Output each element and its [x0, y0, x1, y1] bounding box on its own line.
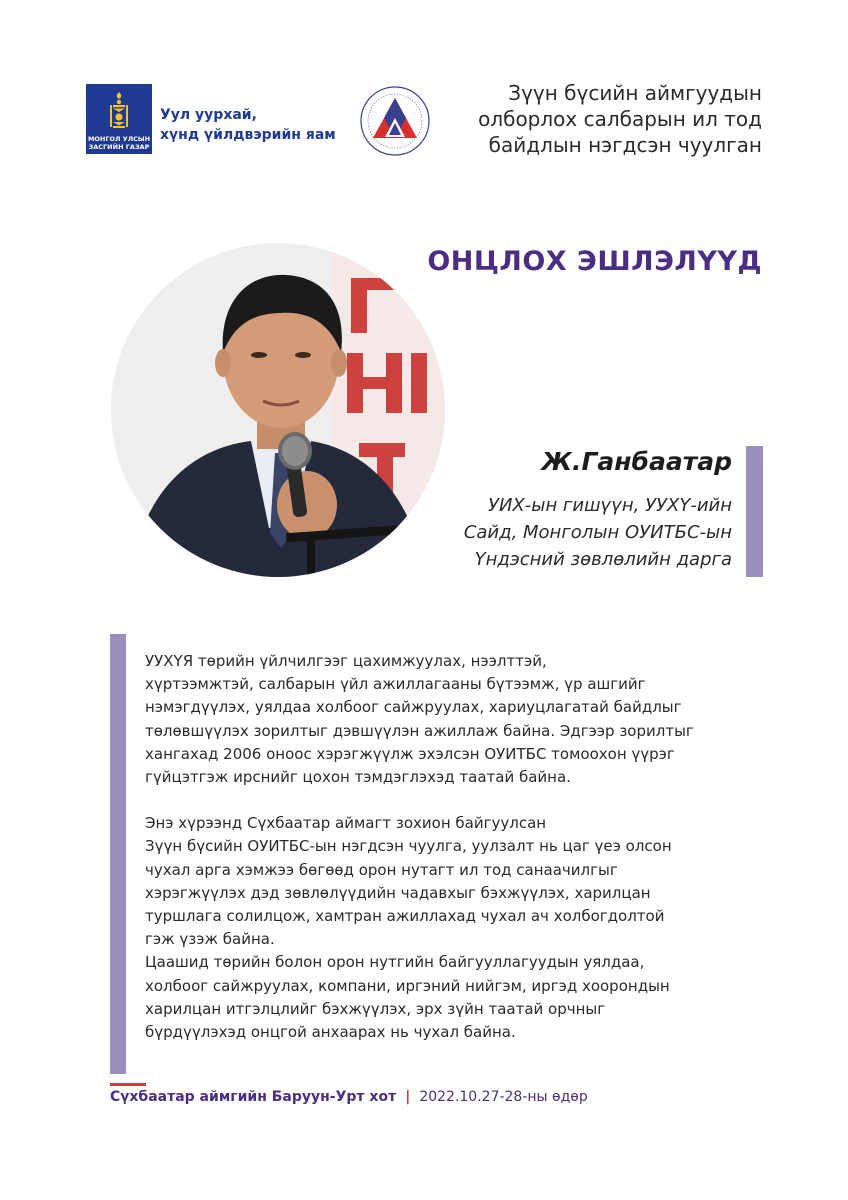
emblem-text-line: ЗАСГИЙН ГАЗАР — [88, 143, 150, 151]
speaker-title — [412, 492, 732, 573]
ministry-emblem-text — [86, 135, 152, 151]
speaker-title-line: УИХ-ын гишүүн, УУХҮ-ийн — [487, 495, 732, 516]
quote-line: нэмэгдүүлэх, уялдаа холбоог сайжруулах, хариуцлагатай байдлыг — [145, 698, 682, 717]
quote-line: туршлага солилцож, хамтран ажиллахад чухал ач холбогдолтой — [145, 907, 665, 926]
speaker-accent-bar — [746, 446, 763, 577]
soyombo-icon — [103, 90, 135, 130]
footer-location: Сүхбаатар аймгийн Баруун-Урт хот — [110, 1089, 397, 1105]
quote-line: бүрдүүлэхэд онцгой анхаарах нь чухал байна. — [145, 1023, 516, 1042]
quote-line: УУХҮЯ төрийн үйлчилгээг цахимжуулах, нээлттэй, — [145, 652, 547, 670]
quote-line: гэж үзэж байна. — [145, 930, 275, 949]
portrait-illustration — [111, 243, 445, 577]
quote-line: холбоог сайжруулах, компани, иргэний нийгэм, иргэд хоорондын — [145, 976, 670, 995]
quote-text — [145, 650, 745, 1044]
speaker-title-line: Сайд, Монголын ОУИТБС-ын — [463, 522, 732, 543]
quote-line: хүртээмжтэй, салбарын үйл ажиллагааны бүтээмж, үр ашгийг — [145, 675, 646, 694]
conference-title-line: байдлын нэгдсэн чуулган — [488, 133, 762, 157]
eiti-triangle-icon — [359, 85, 431, 157]
footer-accent-line — [110, 1083, 146, 1086]
speaker-name: Ж.Ганбаатар — [541, 447, 732, 476]
emblem-text-line: МОНГОЛ УЛСЫН — [87, 135, 151, 143]
conference-title — [442, 80, 762, 158]
footer-date: 2022.10.27-28-ны өдөр — [419, 1089, 588, 1105]
quote-line: харилцан итгэлцлийг бэхжүүлэх, эрх зүйн таатай орчныг — [145, 999, 606, 1018]
quote-line: Зүүн бүсийн ОУИТБС-ын нэгдсэн чуулга, уулзалт нь цаг үеэ олсон — [145, 837, 672, 856]
speaker-title-line: Үндэсний зөвлөлийн дарга — [474, 549, 732, 570]
ministry-name-line: хүнд үйлдвэрийн яам — [160, 127, 336, 143]
footer — [110, 1089, 588, 1105]
quote-paragraph-1 — [145, 650, 745, 789]
quote-accent-bar — [110, 634, 126, 1074]
section-heading: ОНЦЛОХ ЭШЛЭЛҮҮД — [427, 246, 762, 277]
quote-line: гүйцэтгэж ирснийг цохон тэмдэглэхэд таатай байна. — [145, 768, 571, 787]
quote-line: төлөвшүүлэх зорилтыг дэвшүүлэн ажиллаж байна. Эдгээр зорилтыг — [145, 721, 694, 740]
conference-title-line: олборлох салбарын ил тод — [478, 107, 762, 131]
ministry-name — [160, 105, 336, 145]
conference-title-line: Зүүн бүсийн аймгуудын — [508, 81, 762, 105]
speaker-portrait — [111, 243, 445, 577]
eiti-logo — [359, 85, 431, 157]
ministry-emblem-logo — [86, 84, 152, 154]
quote-line: хангахад 2006 оноос хэрэгжүүлж эхэлсэн ОУИТБС томоохон үүрэг — [145, 744, 675, 763]
footer-separator: | — [405, 1089, 411, 1105]
ministry-name-line: Уул уурхай, — [160, 107, 257, 123]
quote-paragraph-2 — [145, 812, 745, 1044]
quote-line: хэрэгжүүлэх дэд зөвлөлүүдийн чадавхыг бэхжүүлэх, харилцан — [145, 883, 651, 902]
quote-line: Энэ хүрээнд Сүхбаатар аймагт зохион байгуулсан — [145, 814, 547, 833]
quote-line: Цаашид төрийн болон орон нутгийн байгууллагуудын уялдаа, — [145, 953, 645, 972]
quote-line: чухал арга хэмжээ бөгөөд орон нутагт ил тод санаачилгыг — [145, 860, 618, 879]
